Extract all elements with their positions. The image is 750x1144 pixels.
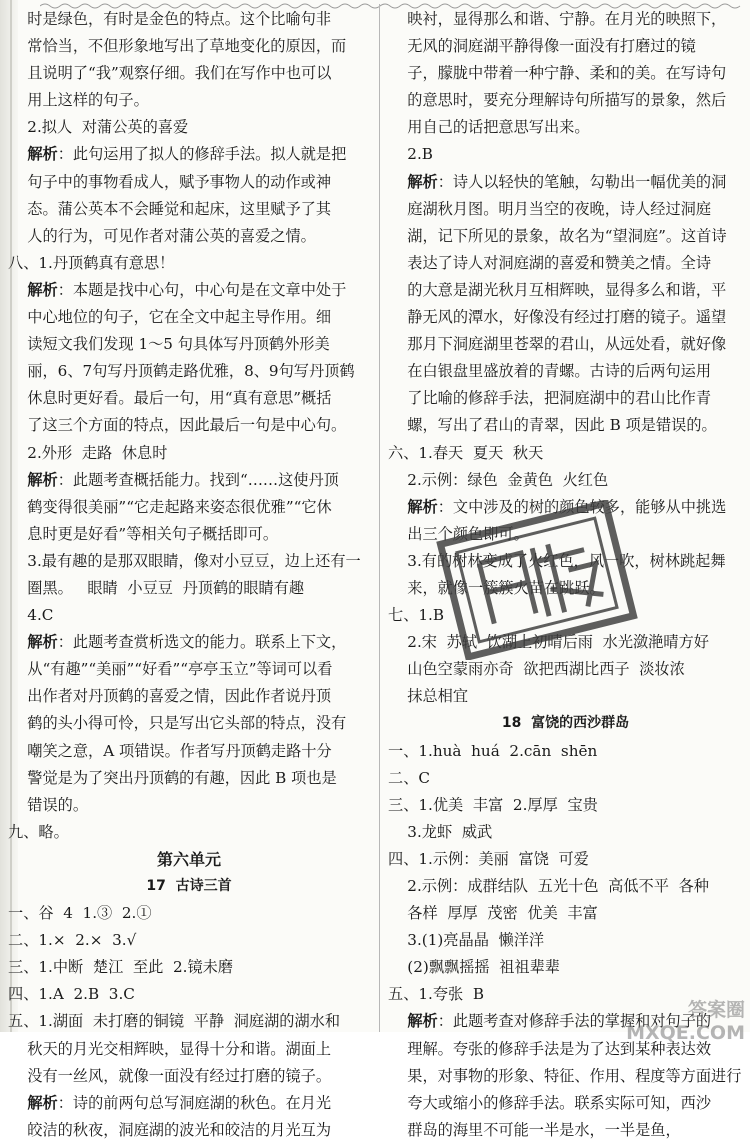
analysis-label: 解析: [27, 145, 58, 164]
text-line: 一、1.huà huá 2.cān shēn: [388, 741, 598, 760]
text-line: 2.示例：成群结队 五光十色 高低不平 各种: [388, 877, 709, 895]
text-line: 八、1.丹顶鹤真有意思！: [8, 253, 175, 272]
analysis-label: 解析: [27, 1093, 58, 1112]
text-line: 2.宋 苏轼 饮湖上初晴后雨 水光潋滟晴方好: [388, 633, 709, 652]
text-line: 果，对事物的形象、特征、作用、程度等方面进行: [388, 1066, 742, 1085]
text-line: 鹤的头小得可怜，只是写出它头部的特点，没有: [8, 714, 347, 733]
text-line: 抹总相宜: [388, 687, 469, 706]
analysis-label: 解析: [27, 633, 58, 652]
text-line: 嘲笑之意，A 项错误。作者写丹顶鹤走路十分: [8, 741, 332, 760]
text-line: 2.外形 走路 休息时: [8, 443, 168, 462]
text-line: 在白银盘里盛放着的青螺。古诗的后两句运用: [388, 362, 712, 381]
text-line: 九、略。: [8, 822, 69, 841]
text-line: 的大意是湖光秋月互相辉映，显得多么和谐，平: [388, 280, 727, 299]
analysis-label: 解析: [27, 280, 58, 299]
lesson-heading: 18 富饶的西沙群岛: [501, 715, 630, 732]
text-line: 五、1.夸张 B: [388, 985, 485, 1004]
text-line: 映衬，显得那么和谐、宁静。在月光的映照下，: [388, 10, 727, 28]
text-line: 出作者对丹顶鹤的喜爱之情，因此作者说丹顶: [8, 687, 332, 706]
analysis-line: 解析：此题考查赏析选文的能力。联系上下文，: [27, 633, 347, 652]
text-line: 秋天的月光交相辉映，显得十分和谐。湖面上: [8, 1039, 332, 1058]
text-line: 用自己的话把意思写出来。: [388, 118, 590, 137]
text-line: 山色空蒙雨亦奇 欲把西湖比西子 淡妆浓: [388, 660, 685, 679]
text-line: 用上这样的句子。: [8, 91, 149, 110]
text-line: 警觉是为了突出丹顶鹤的有趣，因此 B 项也是: [8, 768, 337, 787]
analysis-label: 解析: [407, 172, 438, 191]
analysis-line: 解析：此题考查概括能力。找到“……这使丹顶: [27, 470, 339, 489]
analysis-line: 解析：本题是找中心句，中心句是在文章中处于: [27, 280, 347, 299]
analysis-label: 解析: [27, 470, 58, 489]
text-line: 五、1.湖面 未打磨的铜镜 平静 洞庭湖的湖水和: [8, 1012, 341, 1031]
text-line: 无风的洞庭湖平静得像一面没有打磨过的镜: [388, 37, 696, 56]
analysis-line: 解析：文中涉及的树的颜色较多，能够从中挑选: [407, 497, 727, 516]
text-line: 2.B: [388, 145, 433, 164]
text-line: 息时更是好看”等相关句子概括即可。: [8, 524, 279, 543]
analysis-line: 解析：诗人以轻快的笔触，勾勒出一幅优美的洞: [407, 172, 727, 191]
text-line: 人的行为，可见作者对蒲公英的喜爱之情。: [8, 226, 316, 245]
text-line: 出三个颜色即可。: [388, 524, 529, 543]
text-line: 庭湖秋月图。明月当空的夜晚，诗人经过洞庭: [388, 199, 712, 218]
text-line: 态。蒲公英本不会睡觉和起床，这里赋予了其: [8, 199, 332, 218]
text-line: 那月下洞庭湖里苍翠的君山，从远处看，就好像: [388, 335, 727, 354]
analysis-line: 解析：此句运用了拟人的修辞手法。拟人就是把: [27, 145, 347, 164]
text-line: 二、1.× 2.× 3.√: [8, 931, 137, 950]
text-line: 皎洁的秋夜，洞庭湖的波光和皎洁的月光互为: [8, 1120, 332, 1139]
text-line: 休息时更好看。最后一句，用“真有意思”概括: [8, 389, 332, 408]
analysis-line: 解析：此题考查对修辞手法的掌握和对句子的: [407, 1012, 712, 1031]
text-line: 从“有趣”“美丽”“好看”“亭亭玉立”等词可以看: [8, 660, 333, 679]
text-line: 常恰当，不但形象地写出了草地变化的原因，而: [8, 37, 347, 56]
text-line: 错误的。: [8, 795, 89, 814]
text-line: 且说明了“我”观察仔细。我们在写作中也可以: [8, 64, 332, 83]
analysis-label: 解析: [407, 497, 438, 516]
text-line: 静无风的潭水，好像没有经过打磨的镜子。遥望: [388, 308, 727, 327]
text-line: 子，朦胧中带着一种宁静、柔和的美。在写诗句: [388, 64, 727, 83]
site-watermark: 答案圈 MXQE.COM: [626, 999, 745, 1044]
text-line: 四、1.A 2.B 3.C: [8, 985, 135, 1004]
left-column: [8, 6, 370, 1144]
text-line: 了这三个方面的特点，因此最后一句是中心句。: [8, 416, 347, 435]
text-line: 4.C: [8, 606, 54, 625]
lesson-heading: 17 古诗三首: [146, 878, 232, 894]
analysis-label: 解析: [407, 1012, 438, 1031]
text-line: 鹤变得很美丽”“它走起路来姿态很优雅”“它休: [8, 497, 332, 516]
column-divider: [379, 4, 380, 1032]
text-line: 3.龙虾 威武: [388, 822, 493, 841]
right-column: [388, 6, 743, 1144]
text-line: 各样 厚厚 茂密 优美 丰富: [388, 904, 598, 923]
text-line: 湖，记下所见的景象，故名为“望洞庭”。这首诗: [388, 226, 727, 245]
text-line: 来，就像一簇簇火苗在跳跃。: [388, 578, 605, 597]
text-line: 没有一丝风，就像一面没有经过打磨的镜子。: [8, 1066, 332, 1085]
text-line: 二、C: [388, 768, 430, 787]
text-line: 圈黑。 眼睛 小豆豆 丹顶鹤的眼睛有趣: [8, 578, 305, 597]
text-line: 2.拟人 对蒲公英的喜爱: [8, 118, 189, 137]
unit-heading: 第六单元: [156, 849, 221, 869]
text-line: 读短文我们发现 1～5 句具体写丹顶鹤外形美: [8, 335, 330, 354]
text-line: 七、1.B: [388, 606, 445, 625]
text-line: 3.(1)亮晶晶 懒洋洋: [388, 931, 545, 950]
text-line: 的意思时，要充分理解诗句所描写的景象，然后: [388, 91, 727, 110]
text-line: 六、1.春天 夏天 秋天: [388, 443, 544, 462]
text-line: 2.示例：绿色 金黄色 火红色: [388, 470, 609, 489]
text-line: 了比喻的修辞手法，把洞庭湖中的君山比作青: [388, 389, 712, 408]
text-line: 四、1.示例：美丽 富饶 可爱: [388, 849, 589, 868]
analysis-line: 解析：诗的前两句总写洞庭湖的秋色。在月光: [27, 1093, 332, 1112]
text-line: (2)飘飘摇摇 祖祖辈辈: [388, 958, 560, 977]
text-line: 3.有的树林变成了火红色，风一吹，树林跳起舞: [388, 551, 726, 570]
text-line: 夸大或缩小的修辞手法。联系实际可知，西沙: [388, 1093, 712, 1112]
text-line: 一、谷 4 1.③ 2.①: [8, 904, 152, 923]
text-line: 3.最有趣的是那双眼睛，像对小豆豆，边上还有一: [8, 551, 361, 570]
text-line: 丽，6、7句写丹顶鹤走路优雅，8、9句写丹顶鹤: [8, 362, 355, 381]
text-line: 时是绿色，有时是金色的特点。这个比喻句非: [8, 10, 332, 28]
text-line: 表达了诗人对洞庭湖的喜爱和赞美之情。全诗: [388, 253, 712, 272]
text-line: 群岛的海里不可能一半是水，一半是鱼，: [388, 1120, 681, 1139]
text-line: 三、1.中断 楚江 至此 2.镜未磨: [8, 958, 234, 977]
text-line: 中心地位的句子，它在全文中起主导作用。细: [8, 308, 332, 327]
text-line: 三、1.优美 丰富 2.厚厚 宝贵: [388, 795, 598, 814]
text-line: 理解。夸张的修辞手法是为了达到某种表达效: [388, 1039, 712, 1058]
text-line: 句子中的事物看成人，赋予事物人的动作或神: [8, 172, 332, 191]
text-line: 螺，写出了君山的青翠，因此 B 项是错误的。: [388, 416, 717, 435]
